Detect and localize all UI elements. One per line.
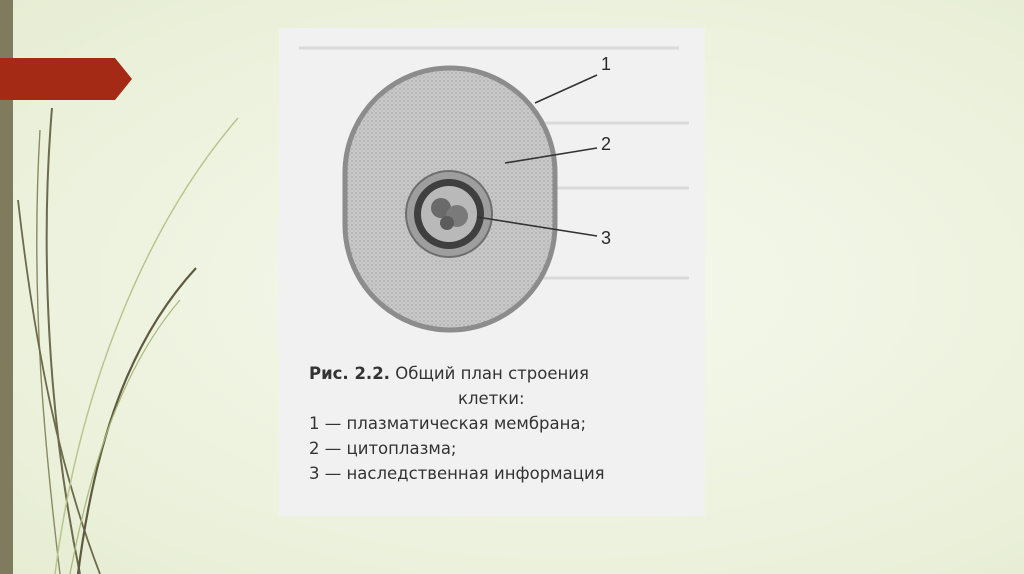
caption-heading-line1: Общий план строения: [395, 364, 589, 383]
cell-figure: [279, 28, 705, 516]
caption-heading-line2: клетки:: [458, 389, 525, 408]
caption-title: Рис. 2.2.: [309, 364, 390, 383]
label-1: 1: [601, 54, 612, 74]
decorative-curves: [0, 0, 260, 574]
figure-caption: [309, 361, 699, 486]
caption-item-1: 1 — плазматическая мембрана;: [309, 414, 587, 433]
caption-item-2: 2 — цитоплазма;: [309, 439, 457, 458]
label-2: 2: [601, 134, 612, 154]
label-3: 3: [601, 228, 612, 248]
caption-item-3: 3 — наследственная информация: [309, 464, 605, 483]
leader-line-1: [535, 75, 597, 103]
